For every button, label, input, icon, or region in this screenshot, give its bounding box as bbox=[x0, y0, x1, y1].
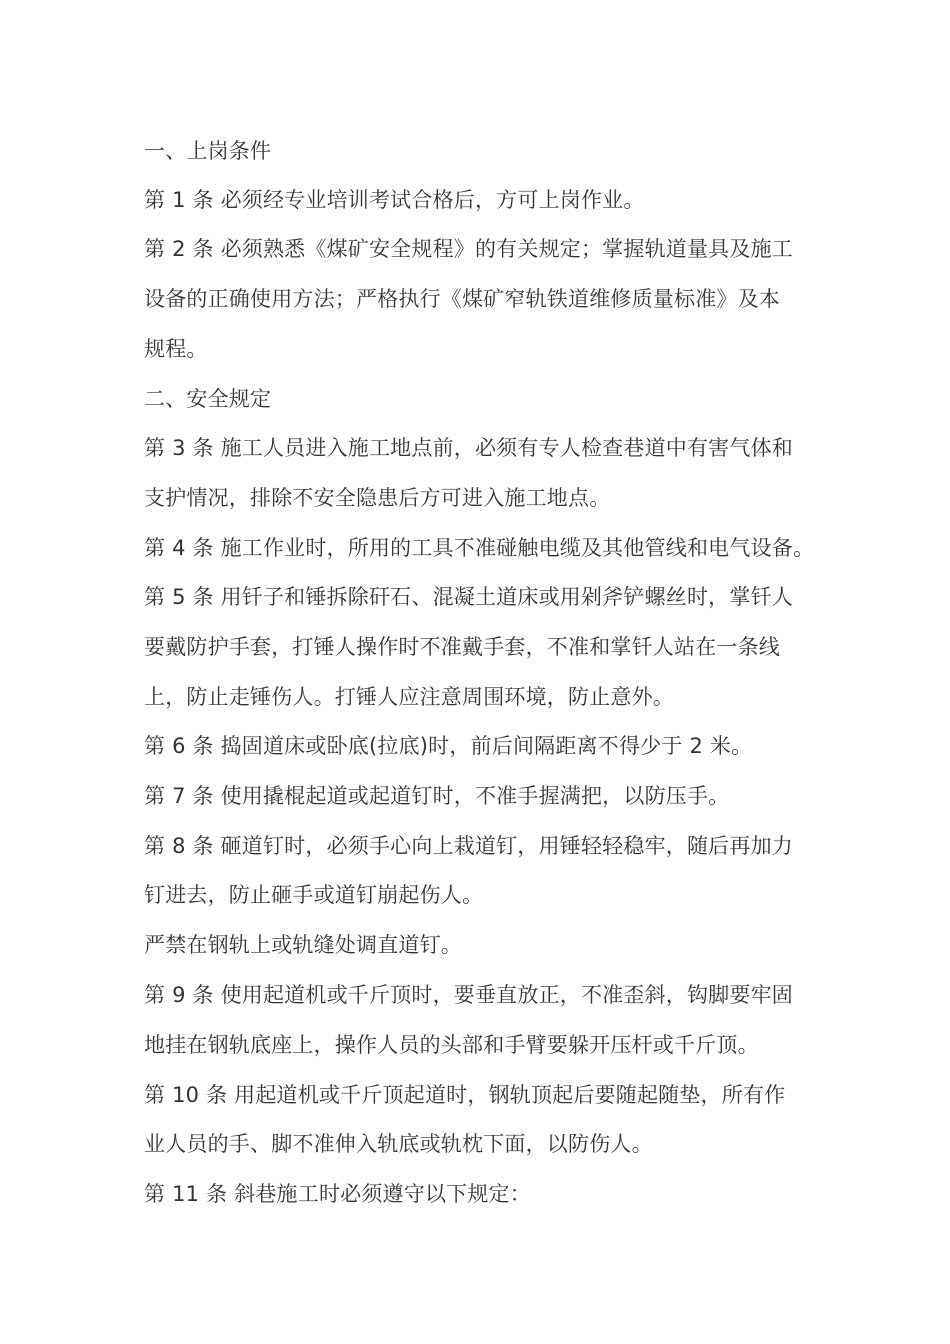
article-10-line-2: 业人员的手、脚不准伸入轨底或轨枕下面，以防伤人。 bbox=[144, 1132, 653, 1156]
article-8-line-1: 第 8 条 砸道钉时，必须手心向上栽道钉，用锤轻轻稳牢，随后再加力 bbox=[144, 834, 793, 858]
article-9-line-2: 地挂在钢轨底座上，操作人员的头部和手臂要躲开压杆或千斤顶。 bbox=[144, 1033, 759, 1057]
section-heading-duty-conditions: 一、上岗条件 bbox=[144, 139, 272, 163]
article-5-line-2: 要戴防护手套，打锤人操作时不准戴手套，不准和掌钎人站在一条线 bbox=[144, 635, 780, 659]
article-8-line-2: 钉进去，防止砸手或道钉崩起伤人。 bbox=[144, 883, 484, 907]
article-11: 第 11 条 斜巷施工时必须遵守以下规定： bbox=[144, 1182, 531, 1206]
article-5-line-1: 第 5 条 用钎子和锤拆除矸石、混凝土道床或用剁斧铲螺丝时，掌钎人 bbox=[144, 585, 793, 609]
article-2-line-2: 设备的正确使用方法；严格执行《煤矿窄轨铁道维修质量标准》及本 bbox=[144, 287, 780, 311]
article-2-line-1: 第 2 条 必须熟悉《煤矿安全规程》的有关规定；掌握轨道量具及施工 bbox=[144, 237, 793, 261]
section-heading-safety-rules: 二、安全规定 bbox=[144, 387, 272, 411]
article-4: 第 4 条 施工作业时，所用的工具不准碰触电缆及其他管线和电气设备。 bbox=[144, 536, 815, 560]
article-7: 第 7 条 使用撬棍起道或起道钉时，不准手握满把，以防压手。 bbox=[144, 784, 730, 808]
article-3-line-2: 支护情况，排除不安全隐患后方可进入施工地点。 bbox=[144, 486, 611, 510]
article-8-note: 严禁在钢轨上或轨缝处调直道钉。 bbox=[144, 933, 462, 957]
article-10-line-1: 第 10 条 用起道机或千斤顶起道时，钢轨顶起后要随起随垫，所有作 bbox=[144, 1083, 786, 1107]
article-3-line-1: 第 3 条 施工人员进入施工地点前，必须有专人检查巷道中有害气体和 bbox=[144, 436, 793, 460]
article-1: 第 1 条 必须经专业培训考试合格后，方可上岗作业。 bbox=[144, 188, 645, 212]
article-5-line-3: 上，防止走锤伤人。打锤人应注意周围环境，防止意外。 bbox=[144, 685, 674, 709]
article-6: 第 6 条 捣固道床或卧底(拉底)时，前后间隔距离不得少于 2 米。 bbox=[144, 734, 753, 758]
article-9-line-1: 第 9 条 使用起道机或千斤顶时，要垂直放正，不准歪斜，钩脚要牢固 bbox=[144, 983, 793, 1007]
article-2-line-3: 规程。 bbox=[144, 337, 208, 361]
